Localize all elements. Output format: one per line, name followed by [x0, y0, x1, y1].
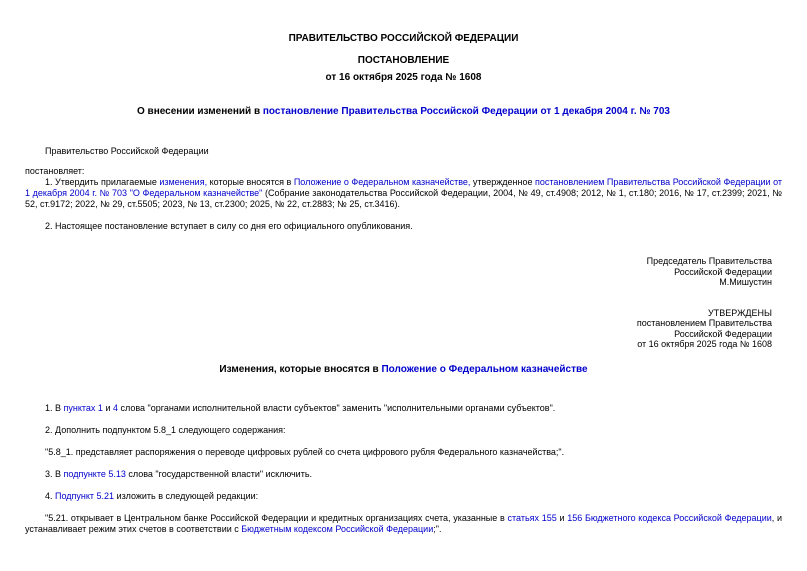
text-segment: 1. Утвердить прилагаемые	[45, 177, 160, 187]
inline-link[interactable]: постановление Правительства Российской Федерации от 1 декабря 2004 г. № 703	[262, 106, 670, 117]
inline-link[interactable]: изменения,	[159, 177, 208, 187]
text-segment: 1. В	[45, 402, 64, 413]
inline-link[interactable]: Бюджетным кодексом Российской Федерации	[241, 523, 434, 534]
document-title	[25, 106, 782, 118]
inline-link[interactable]: Подпункт 5.21	[55, 490, 115, 501]
signature-block	[25, 256, 772, 288]
text-segment: "5.8_1. представляет распоряжения о переводе цифровых рублей со счета цифрового рубля Федерального казначейства;".	[45, 446, 565, 457]
text-segment: и	[556, 512, 568, 523]
issuing-authority: ПРАВИТЕЛЬСТВО РОССИЙСКОЙ ФЕДЕРАЦИИ	[288, 33, 519, 44]
approval-line: постановлением Правительства	[636, 318, 772, 328]
text-segment: и	[102, 402, 113, 413]
text-segment: ;".	[433, 523, 442, 534]
amendment-item-3	[25, 447, 782, 458]
text-segment: 4.	[45, 490, 56, 501]
inline-link[interactable]: 156 Бюджетного кодекса Российской Федерации	[567, 512, 772, 523]
document-type: ПОСТАНОВЛЕНИЕ	[357, 55, 450, 66]
inline-link[interactable]: пунктах 1	[63, 402, 103, 413]
text-segment: Изменения, которые вносятся в	[219, 363, 382, 375]
clause-1	[25, 177, 782, 210]
clause-2: 2. Настоящее постановление вступает в силу со дня его официального опубликования.	[45, 221, 413, 231]
text-segment: , и устанавливает режим этих счетов в соответствии с	[25, 512, 782, 534]
text-segment: которые вносятся в	[207, 177, 294, 187]
amendment-item-6	[25, 513, 782, 535]
amendment-item-4	[25, 469, 782, 480]
inline-link[interactable]: подпункте 5.13	[63, 468, 126, 479]
approval-line: от 16 октября 2025 года № 1608	[637, 339, 772, 349]
text-segment: утвержденное	[470, 177, 535, 187]
inline-link[interactable]: постановлением Правительства Российской Федерации от 1 декабря 2004 г. № 703 "О Федеральном казначействе"	[25, 177, 783, 198]
amendment-item-2	[25, 425, 782, 436]
approval-block	[25, 308, 772, 350]
text-segment: слова "органами исполнительной власти субъектов" заменить "исполнительными органами субъектов".	[117, 402, 556, 413]
approval-line: УТВЕРЖДЕНЫ	[708, 307, 772, 318]
inline-link[interactable]: статьях 155	[507, 512, 557, 523]
inline-link[interactable]: Положение о Федеральном казначействе,	[293, 177, 471, 187]
text-segment: изложить в следующей редакции:	[114, 490, 259, 501]
text-segment: 2. Дополнить подпунктом 5.8_1 следующего содержания:	[45, 424, 286, 435]
preamble-intro: Правительство Российской Федерации	[45, 146, 209, 156]
text-segment: (Собрание законодательства Российской Федерации, 2004, № 49, ст.4908; 2012, № 1, ст.180; 2016, № 17, ст.2399; 2021, № 52, ст.9172; 2022, № 29, ст.5505; 2023, № 13, ст.2300; 2025, № 22, ст.2883; № 25, ст.3416).	[25, 188, 782, 209]
inline-link[interactable]: 4	[112, 402, 118, 413]
text-segment: О внесении изменений в	[137, 106, 263, 117]
amendments-heading	[25, 364, 782, 376]
text-segment: 3. В	[45, 468, 64, 479]
text-segment: "5.21. открывает в Центральном банке Российской Федерации и кредитных организациях счета, указанные в	[45, 512, 508, 523]
document-date-number: от 16 октября 2025 года № 1608	[325, 72, 482, 83]
amendment-item-5	[25, 491, 782, 502]
inline-link[interactable]: Положение о Федеральном казначействе	[381, 363, 588, 375]
amendment-item-1	[25, 403, 782, 414]
signature-name: М.Мишустин	[719, 277, 772, 287]
signature-line: Российской Федерации	[674, 266, 772, 277]
approval-line: Российской Федерации	[674, 328, 772, 339]
signature-line: Председатель Правительства	[646, 256, 772, 266]
preamble-resolves: постановляет:	[25, 166, 85, 176]
text-segment: слова "государственной власти" исключить.	[125, 468, 313, 479]
